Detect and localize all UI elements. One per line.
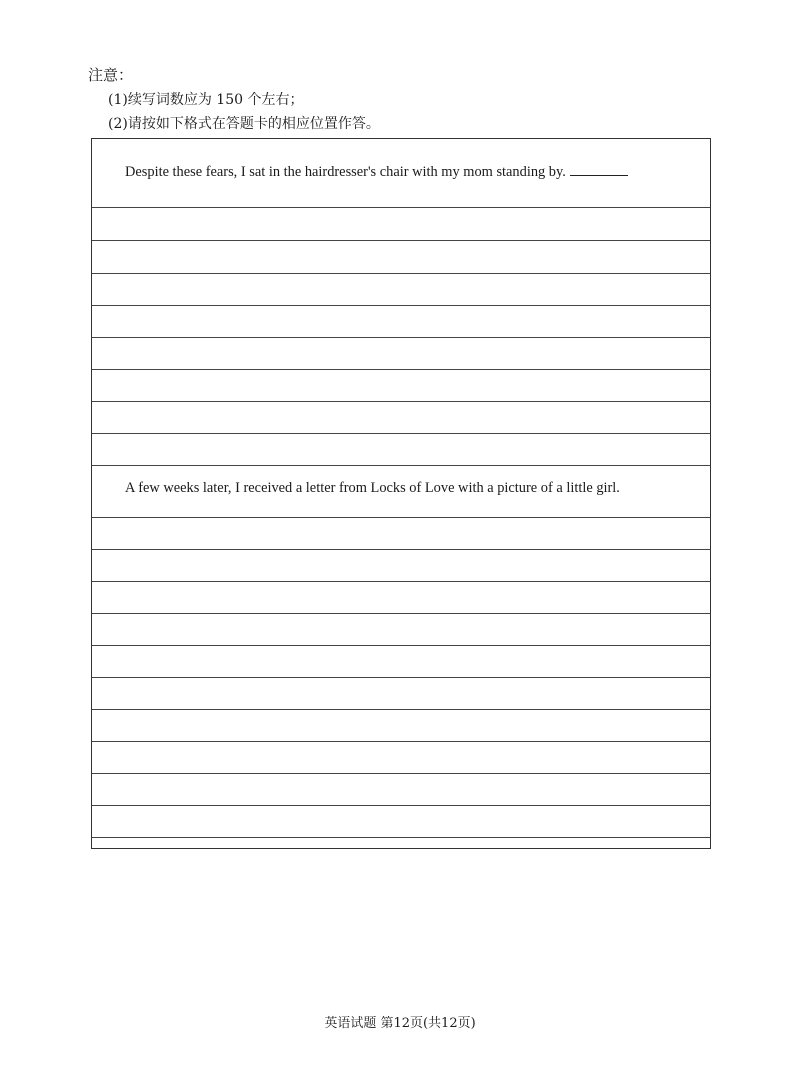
note-item-format: (2)请按如下格式在答题卡的相应位置作答。 xyxy=(108,116,380,132)
note-item-word-count: (1)续写词数应为 150 个左右； xyxy=(108,92,304,108)
paragraph-1-first-line-blank[interactable] xyxy=(570,161,628,176)
paragraph-2-writing-line[interactable] xyxy=(92,837,710,838)
page-footer: 英语试题 第12页(共12页) xyxy=(324,1016,476,1031)
paragraph-1-writing-line[interactable] xyxy=(92,337,710,338)
notes-title: 注意： xyxy=(88,66,134,84)
paragraph-2-prompt: A few weeks later, I received a letter from Locks of Love with a picture of a little girl. xyxy=(125,480,620,496)
paragraph-1-prompt xyxy=(125,161,628,181)
answer-box xyxy=(91,138,711,849)
paragraph-2-writing-line[interactable] xyxy=(92,805,710,806)
paragraph-1-writing-line[interactable] xyxy=(92,240,710,241)
paragraph-2-writing-line[interactable] xyxy=(92,613,710,614)
paragraph-1-writing-line[interactable] xyxy=(92,207,710,208)
paragraph-1-writing-line[interactable] xyxy=(92,305,710,306)
paragraph-1-writing-line[interactable] xyxy=(92,433,710,434)
paragraph-1-prompt-text: Despite these fears, I sat in the hairdresser's chair with my mom standing by. xyxy=(125,164,566,180)
paragraph-2-writing-line[interactable] xyxy=(92,645,710,646)
paragraph-2-writing-line[interactable] xyxy=(92,549,710,550)
paragraph-2-writing-line[interactable] xyxy=(92,709,710,710)
paragraph-1-writing-line[interactable] xyxy=(92,465,710,466)
paragraph-2-writing-line[interactable] xyxy=(92,677,710,678)
paragraph-2-writing-line[interactable] xyxy=(92,517,710,518)
paragraph-1-writing-line[interactable] xyxy=(92,369,710,370)
paragraph-1-writing-line[interactable] xyxy=(92,401,710,402)
paragraph-2-writing-line[interactable] xyxy=(92,581,710,582)
paragraph-2-writing-line[interactable] xyxy=(92,773,710,774)
paragraph-1-writing-line[interactable] xyxy=(92,273,710,274)
paragraph-2-writing-line[interactable] xyxy=(92,741,710,742)
